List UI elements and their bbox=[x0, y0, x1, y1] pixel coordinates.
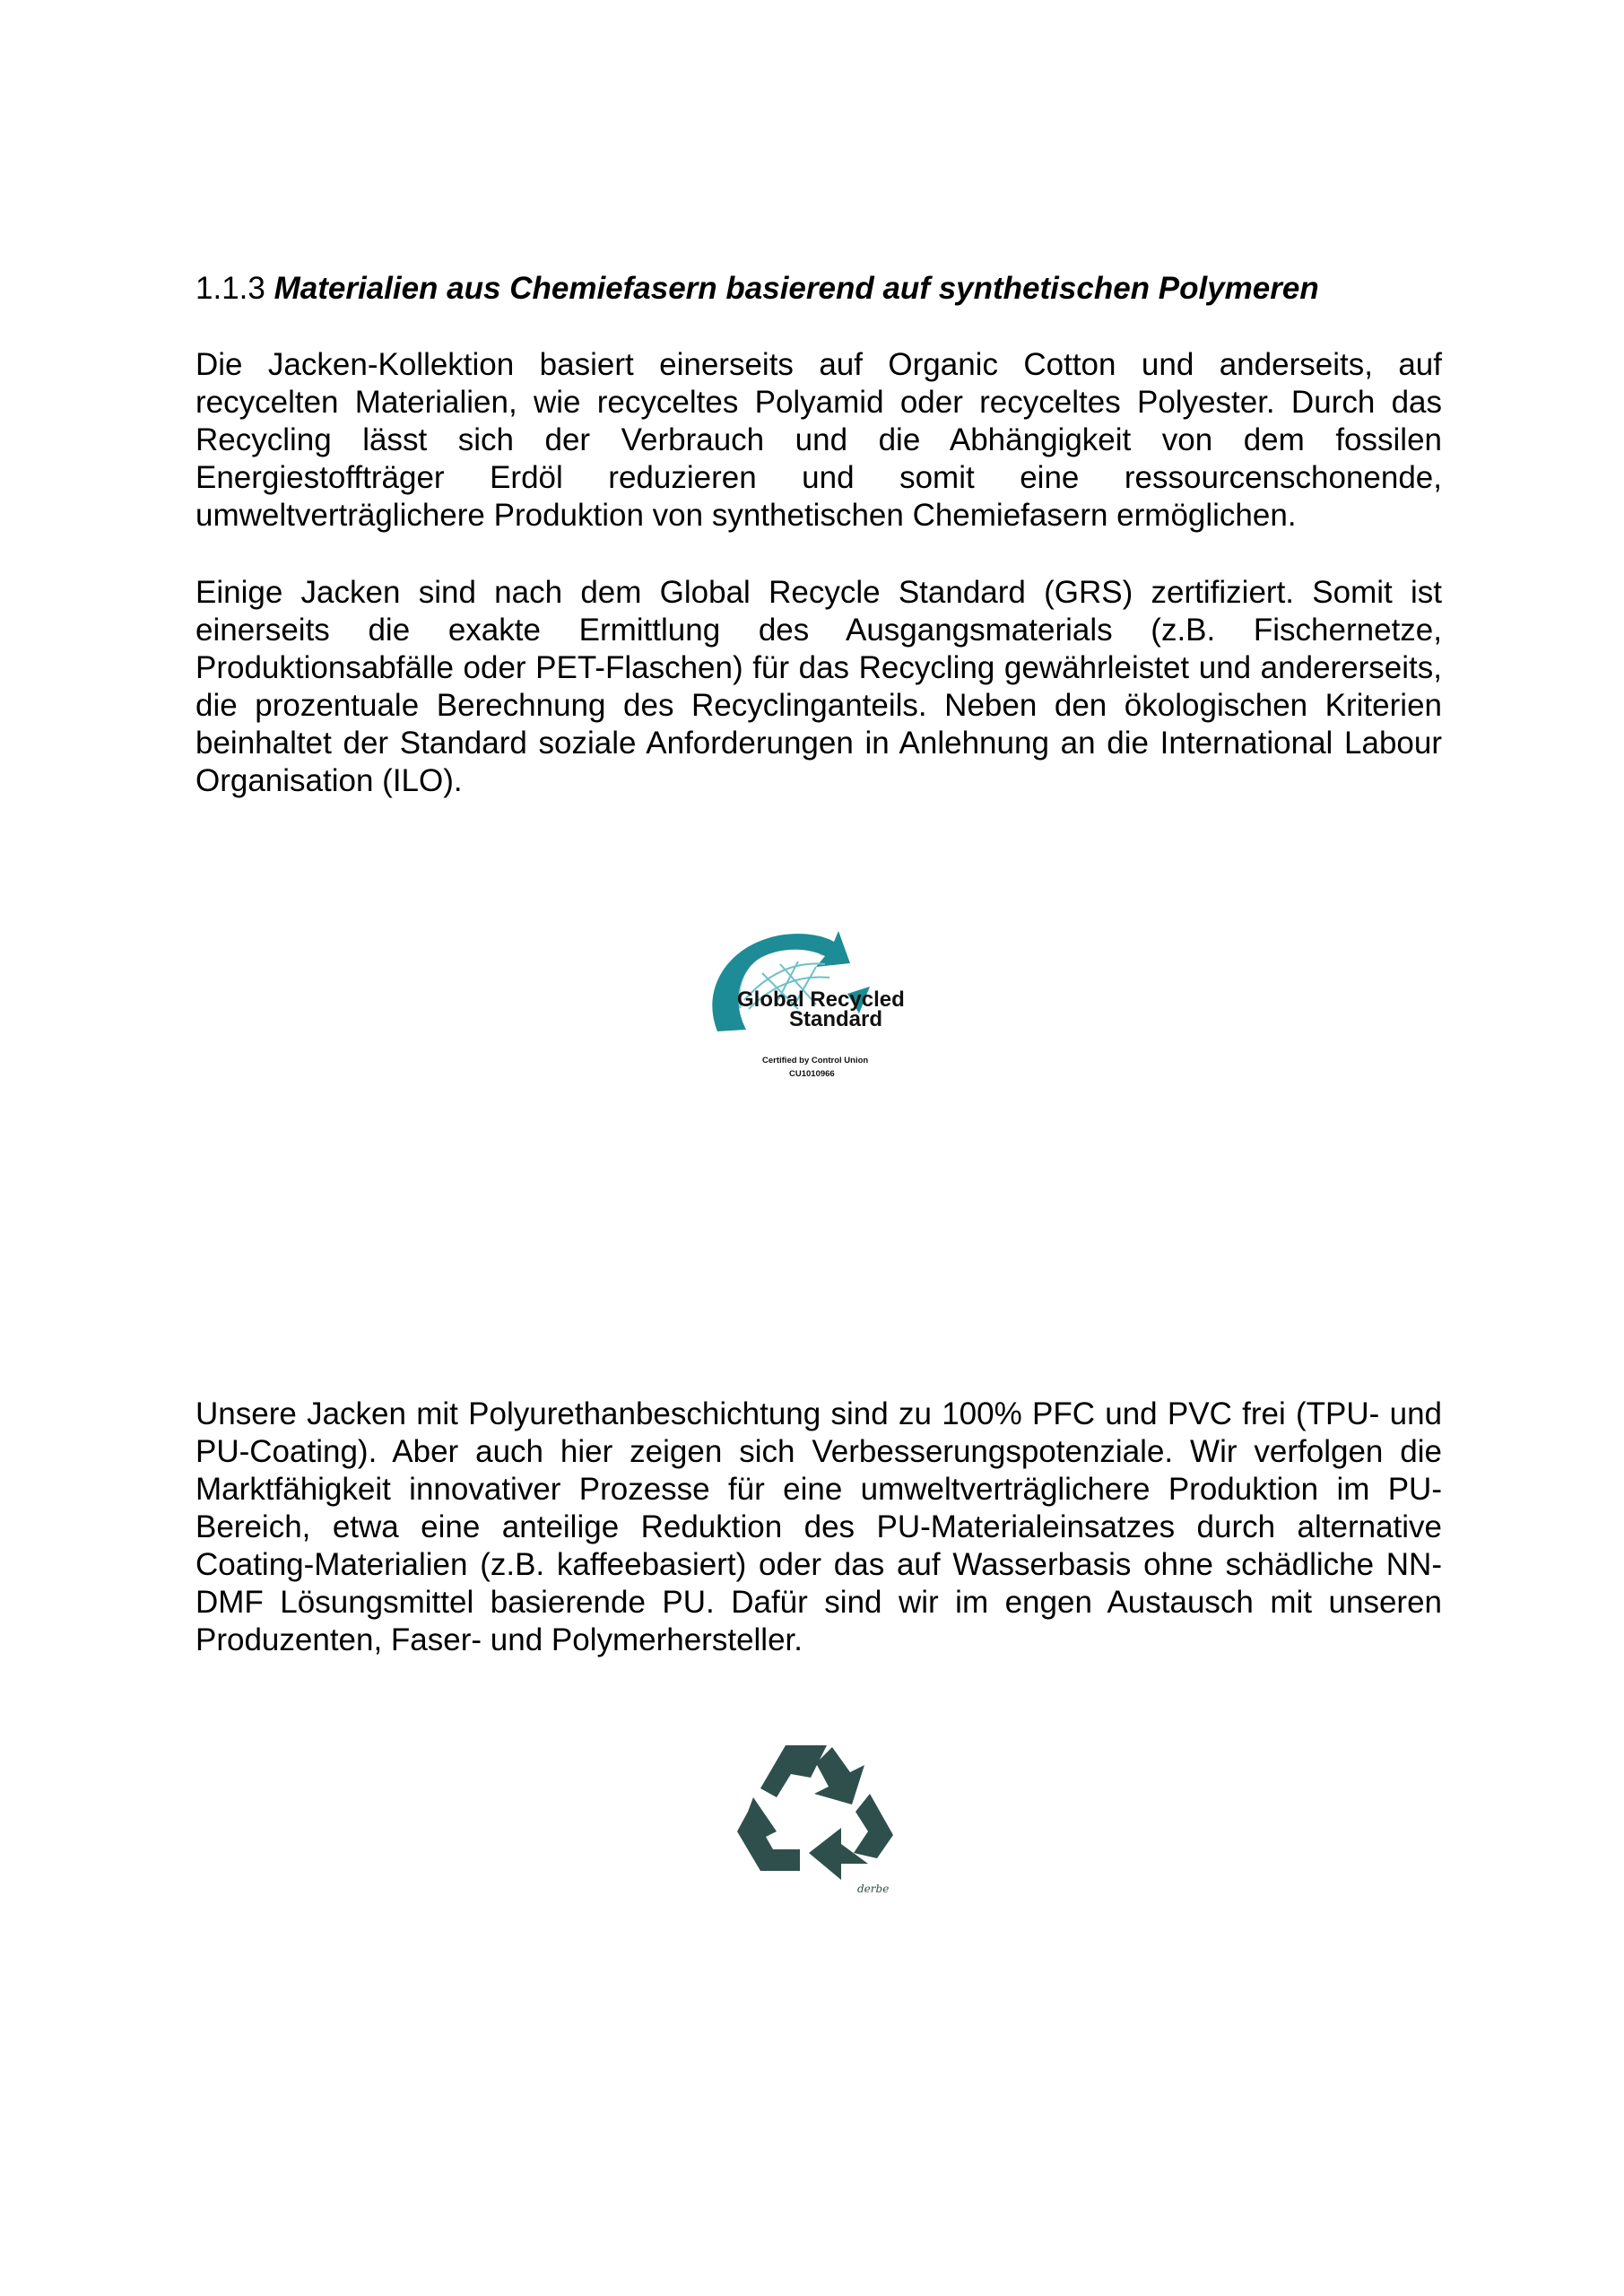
grs-certified-text: Certified by Control Union bbox=[762, 1056, 869, 1065]
recycle-signature: derbe bbox=[857, 1883, 890, 1895]
paragraph-collection: Die Jacken-Kollektion basiert einerseits auf Organic Cotton und anderseits, auf recycelten Materialien, wie recyceltes Polyamid oder recyceltes Polyester. Durch das Recycling lässt sich der Verbrauch und die Abhängigkeit von dem fossilen Energiestoffträger Erdöl reduzieren und somit eine ressourcenschonende, umweltverträglichere Produktion von synthetischen Chemiefasern ermöglichen. bbox=[195, 347, 1442, 533]
recycle-icon bbox=[734, 1738, 904, 1901]
section-heading bbox=[195, 267, 1451, 310]
grs-title-line2: Standard bbox=[789, 1007, 883, 1031]
paragraph-grs: Einige Jacken sind nach dem Global Recycle Standard (GRS) zertifiziert. Somit ist einerseits die exakte Ermittlung des Ausgangsmaterials (z.B. Fischernetze, Produktionsabfälle oder PET-Flaschen) für das Recycling gewährleistet und andererseits, die prozentuale Berechnung des Recyclinganteils. Neben den ökologischen Kriterien beinhaltet der Standard soziale Anforderungen in Anlehnung an die International Labour Organisation (ILO). bbox=[195, 575, 1442, 798]
section-title: Materialien aus Chemiefasern basierend auf synthetischen Polymeren bbox=[274, 271, 1319, 306]
grs-code-text: CU1010966 bbox=[789, 1069, 835, 1079]
grs-logo bbox=[690, 924, 942, 1085]
section-number: 1.1.3 bbox=[195, 271, 265, 306]
grs-title-line1: Global Recycled bbox=[737, 987, 905, 1012]
paragraph-pu-coating: Unsere Jacken mit Polyurethanbeschichtung sind zu 100% PFC und PVC frei (TPU- und PU-Coating). Aber auch hier zeigen sich Verbesserungspotenziale. Wir verfolgen die Marktfähigkeit innovativer Prozesse für eine umweltverträglichere Produktion im PU-Bereich, etwa eine anteilige Reduktion des PU-Materialeinsatzes durch alternative Coating-Materialien (z.B. kaffeebasiert) oder das auf Wasserbasis ohne schädliche NN-DMF Lösungsmittel basierende PU. Dafür sind wir im engen Austausch mit unseren Produzenten, Faser- und Polymerhersteller. bbox=[195, 1396, 1442, 1657]
